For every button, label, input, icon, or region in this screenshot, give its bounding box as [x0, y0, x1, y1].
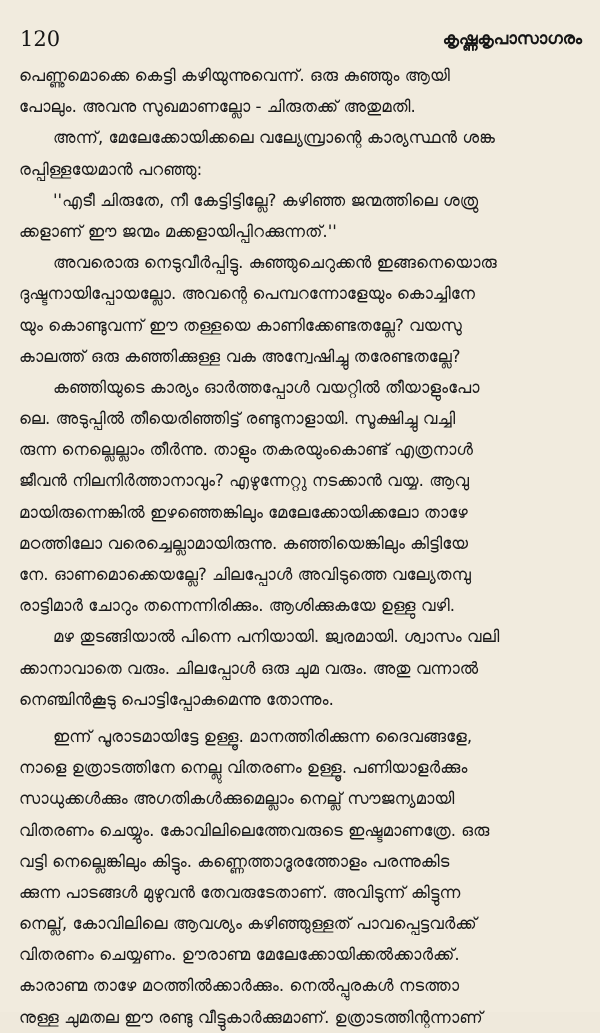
text-line: രപ്പിള്ളയേമാൻ പറഞ്ഞു: — [19, 159, 203, 179]
body-text — [19, 60, 585, 1033]
text-line: മഴ തുടങ്ങിയാൽ പിന്നെ പനിയായി. ജ്വരമായി. ശ്വാസം വലി — [53, 627, 500, 647]
text-line: രാട്ടിമാർ ചോറും തന്നെന്നിരിക്കും. ആശിക്കുകയേ ഉള്ളു വഴി. — [19, 596, 456, 616]
text-line: രുന്ന നെല്ലെല്ലാം തീർന്നു. താളും തകരയുംകൊണ്ട് എത്രനാൾ — [19, 440, 474, 460]
text-line: വിതരണം ചെയ്യണം. ഊരാണ്മ മേലേക്കോയിക്കൽക്കാർക്ക്. — [19, 945, 460, 965]
text-line: പോലും. അവനു സുഖമാണല്ലോ - ചിരുതക്ക് അതുമതി. — [19, 97, 416, 117]
text-line: വിതരണം ചെയ്യും. കോവിലിലെത്തേവരുടെ ഇഷ്ടമാണത്രേ. ഒരു — [19, 820, 490, 840]
running-title: കൃഷ്ണകൃപാസാഗരം — [442, 29, 582, 49]
text-line: മായിരുന്നെങ്കിൽ ഇഴഞ്ഞെങ്കിലും മേലേക്കോയിക്കലോ താഴേ — [19, 502, 468, 522]
text-line: അവരൊരു നെടുവീർപ്പിട്ടു. കുഞ്ഞുചെറുക്കൻ ഇങ്ങനെയൊരു — [53, 253, 497, 273]
text-line: സാധുക്കൾക്കും അഗതികൾക്കുമെല്ലാം നെല്ല് സൗജന്യമായി — [19, 789, 455, 809]
text-line: കഞ്ഞിയുടെ കാര്യം ഓർത്തപ്പോൾ വയറ്റിൽ തീയാളുംപോ — [53, 377, 480, 397]
text-line: ജീവൻ നിലനിർത്താനാവും? എഴുന്നേറ്റു നടക്കാൻ വയ്യ. ആവു — [19, 471, 470, 491]
text-line: നെല്ല്, കോവിലിലെ ആവശ്യം കഴിഞ്ഞുള്ളത് പാവപ്പെട്ടവർക്ക് — [19, 914, 477, 934]
text-line: ക്കാനാവാതെ വരും. ചിലപ്പോൾ ഒരു ചുമ വരും. അതു വന്നാൽ — [19, 658, 479, 678]
text-line: നെഞ്ചിൻകൂടു പൊട്ടിപ്പോകുമെന്നു തോന്നും. — [19, 689, 334, 709]
text-line: ''എടീ ചിരുതേ, നീ കേട്ടിട്ടില്ലേ? കഴിഞ്ഞ ജന്മത്തിലെ ശത്രു — [53, 190, 479, 210]
text-line: മഠത്തിലോ വരെച്ചെല്ലാമായിരുന്നു. കഞ്ഞിയെങ്കിലും കിട്ടിയേ — [19, 533, 469, 553]
text-line: ദുഷ്ടനായിപ്പോയല്ലോ. അവന്റെ പെമ്പറന്നോളേയും കൊച്ചിനേ — [19, 284, 475, 304]
text-line: ക്കുന്ന പാടങ്ങൾ മുഴുവൻ തേവരുടേതാണ്. അവിടുന്ന് കിട്ടുന്ന — [19, 882, 461, 902]
text-line: കാരാണ്മ താഴേ മഠത്തിൽക്കാർക്കും. നെൽപ്പുരകൾ നടത്താ — [19, 976, 460, 996]
text-line: പെണ്ണുമൊക്കെ കെട്ടി കഴിയുന്നുവെന്ന്. ഒരു കുഞ്ഞും ആയി — [19, 66, 450, 85]
text-line: ഇന്ന് പൂരാടമായിട്ടേ ഉള്ളൂ. മാനത്തിരിക്കുന്ന ദൈവങ്ങളേ, — [53, 726, 473, 746]
text-line: ലെ. അടുപ്പിൽ തീയെരിഞ്ഞിട്ട് രണ്ടുനാളായി. സൂക്ഷിച്ചു വച്ചി — [19, 409, 456, 429]
text-line: നേ. ഓണമൊക്കെയല്ലേ? ചിലപ്പോൾ അവിടുത്തെ വല്യേതമ്പു — [19, 565, 471, 584]
text-line: ക്കളാണ് ഈ ജന്മം മക്കളായിപ്പിറക്കുന്നത്.'' — [19, 221, 337, 241]
text-line: വട്ടി നെല്ലെങ്കിലും കിട്ടും. കണ്ണെത്താദൂരത്തോളം പരന്നുകിട — [19, 851, 450, 871]
text-line: കാലത്ത് ഒരു കഞ്ഞിക്കുള്ള വക അന്വേഷിച്ചു തരേണ്ടതല്ലേ? — [19, 346, 461, 366]
text-line: യും കൊണ്ടുവന്ന് ഈ തള്ളയെ കാണിക്കേണ്ടതല്ലേ? വയസു — [19, 315, 462, 335]
text-line: നുള്ള ചുമതല ഈ രണ്ടു വീട്ടുകാർക്കുമാണ്. ഉത്രാടത്തിന്റന്നാണ് — [19, 1007, 483, 1027]
text-line: അന്ന്, മേലേക്കോയിക്കലെ വല്യേമ്പ്രാന്റെ കാര്യസ്ഥൻ ശങ്ക — [53, 128, 495, 148]
text-line: നാളെ ഉത്രാടത്തിനേ നെല്ലു വിതരണം ഉള്ളൂ. പണിയാളർക്കും — [19, 758, 468, 778]
page-number: 120 — [20, 27, 61, 51]
page-header — [0, 22, 600, 56]
